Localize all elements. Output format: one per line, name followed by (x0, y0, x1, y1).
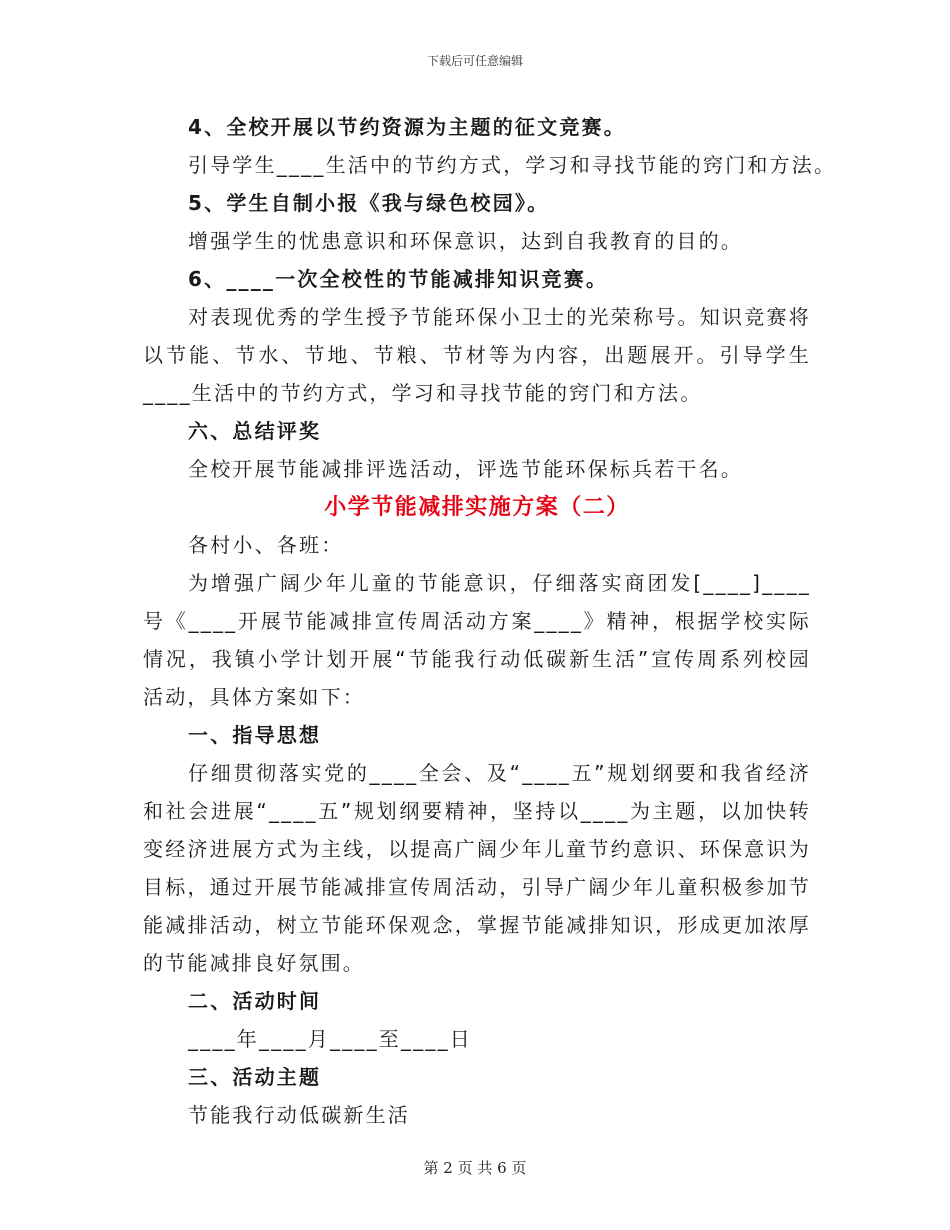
item-5-text: 增强学生的忧患意识和环保意识，达到自我教育的目的。 (188, 229, 743, 253)
item-6-heading: 6、____一次全校性的节能减排知识竞赛。 (188, 267, 609, 291)
intro-paragraph: 为增强广阔少年儿童的节能意识，仔细落实商团发[____]____号《____开展节能减排宣传周活动方案____》精神，根据学校实际情况，我镇小学计划开展“节能我行动低碳新生活”宣传周系列校园活动，具体方案如下： (143, 571, 811, 709)
item-6-text: 对表现优秀的学生授予节能环保小卫士的光荣称号。知识竞赛将以节能、节水、节地、节粮、节材等为内容，出题展开。引导学生____生活中的节约方式，学习和寻找节能的窍门和方法。 (143, 305, 811, 405)
section-3-text: 节能我行动低碳新生活 (188, 1103, 410, 1127)
section-6-text: 全校开展节能减排评选活动，评选节能环保标兵若干名。 (188, 457, 743, 481)
item-4-text: 引导学生____生活中的节约方式，学习和寻找节能的窍门和方法。 (188, 153, 837, 177)
salutation: 各村小、各班： (188, 533, 344, 557)
document-title: 小学节能减排实施方案（二） (324, 494, 630, 520)
section-1-text: 仔细贯彻落实党的____全会、及“____五”规划纲要和我省经济和社会进展“____五”规划纲要精神，坚持以____为主题，以加快转变经济进展方式为主线，以提高广阔少年儿童节约意识、环保意识为目标，通过开展节能减排宣传周活动，引导广阔少年儿童积极参加节能减排活动，树立节能环保观念，掌握节能减排知识，形成更加浓厚的节能减排良好氛围。 (143, 761, 811, 975)
section-2-heading: 二、活动时间 (188, 989, 322, 1013)
section-2-text: ____年____月____至____日 (188, 1027, 472, 1051)
page-header: 下载后可任意编辑 (426, 54, 523, 68)
section-1-heading: 一、指导思想 (188, 723, 322, 747)
section-6-heading: 六、总结评奖 (188, 419, 322, 443)
item-5-heading: 5、学生自制小报《我与绿色校园》。 (188, 191, 550, 215)
document-body (143, 108, 837, 1134)
section-3-heading: 三、活动主题 (188, 1065, 322, 1089)
page-footer: 第 2 页 共 6 页 (423, 1159, 527, 1177)
item-4-heading: 4、全校开展以节约资源为主题的征文竞赛。 (188, 115, 626, 139)
